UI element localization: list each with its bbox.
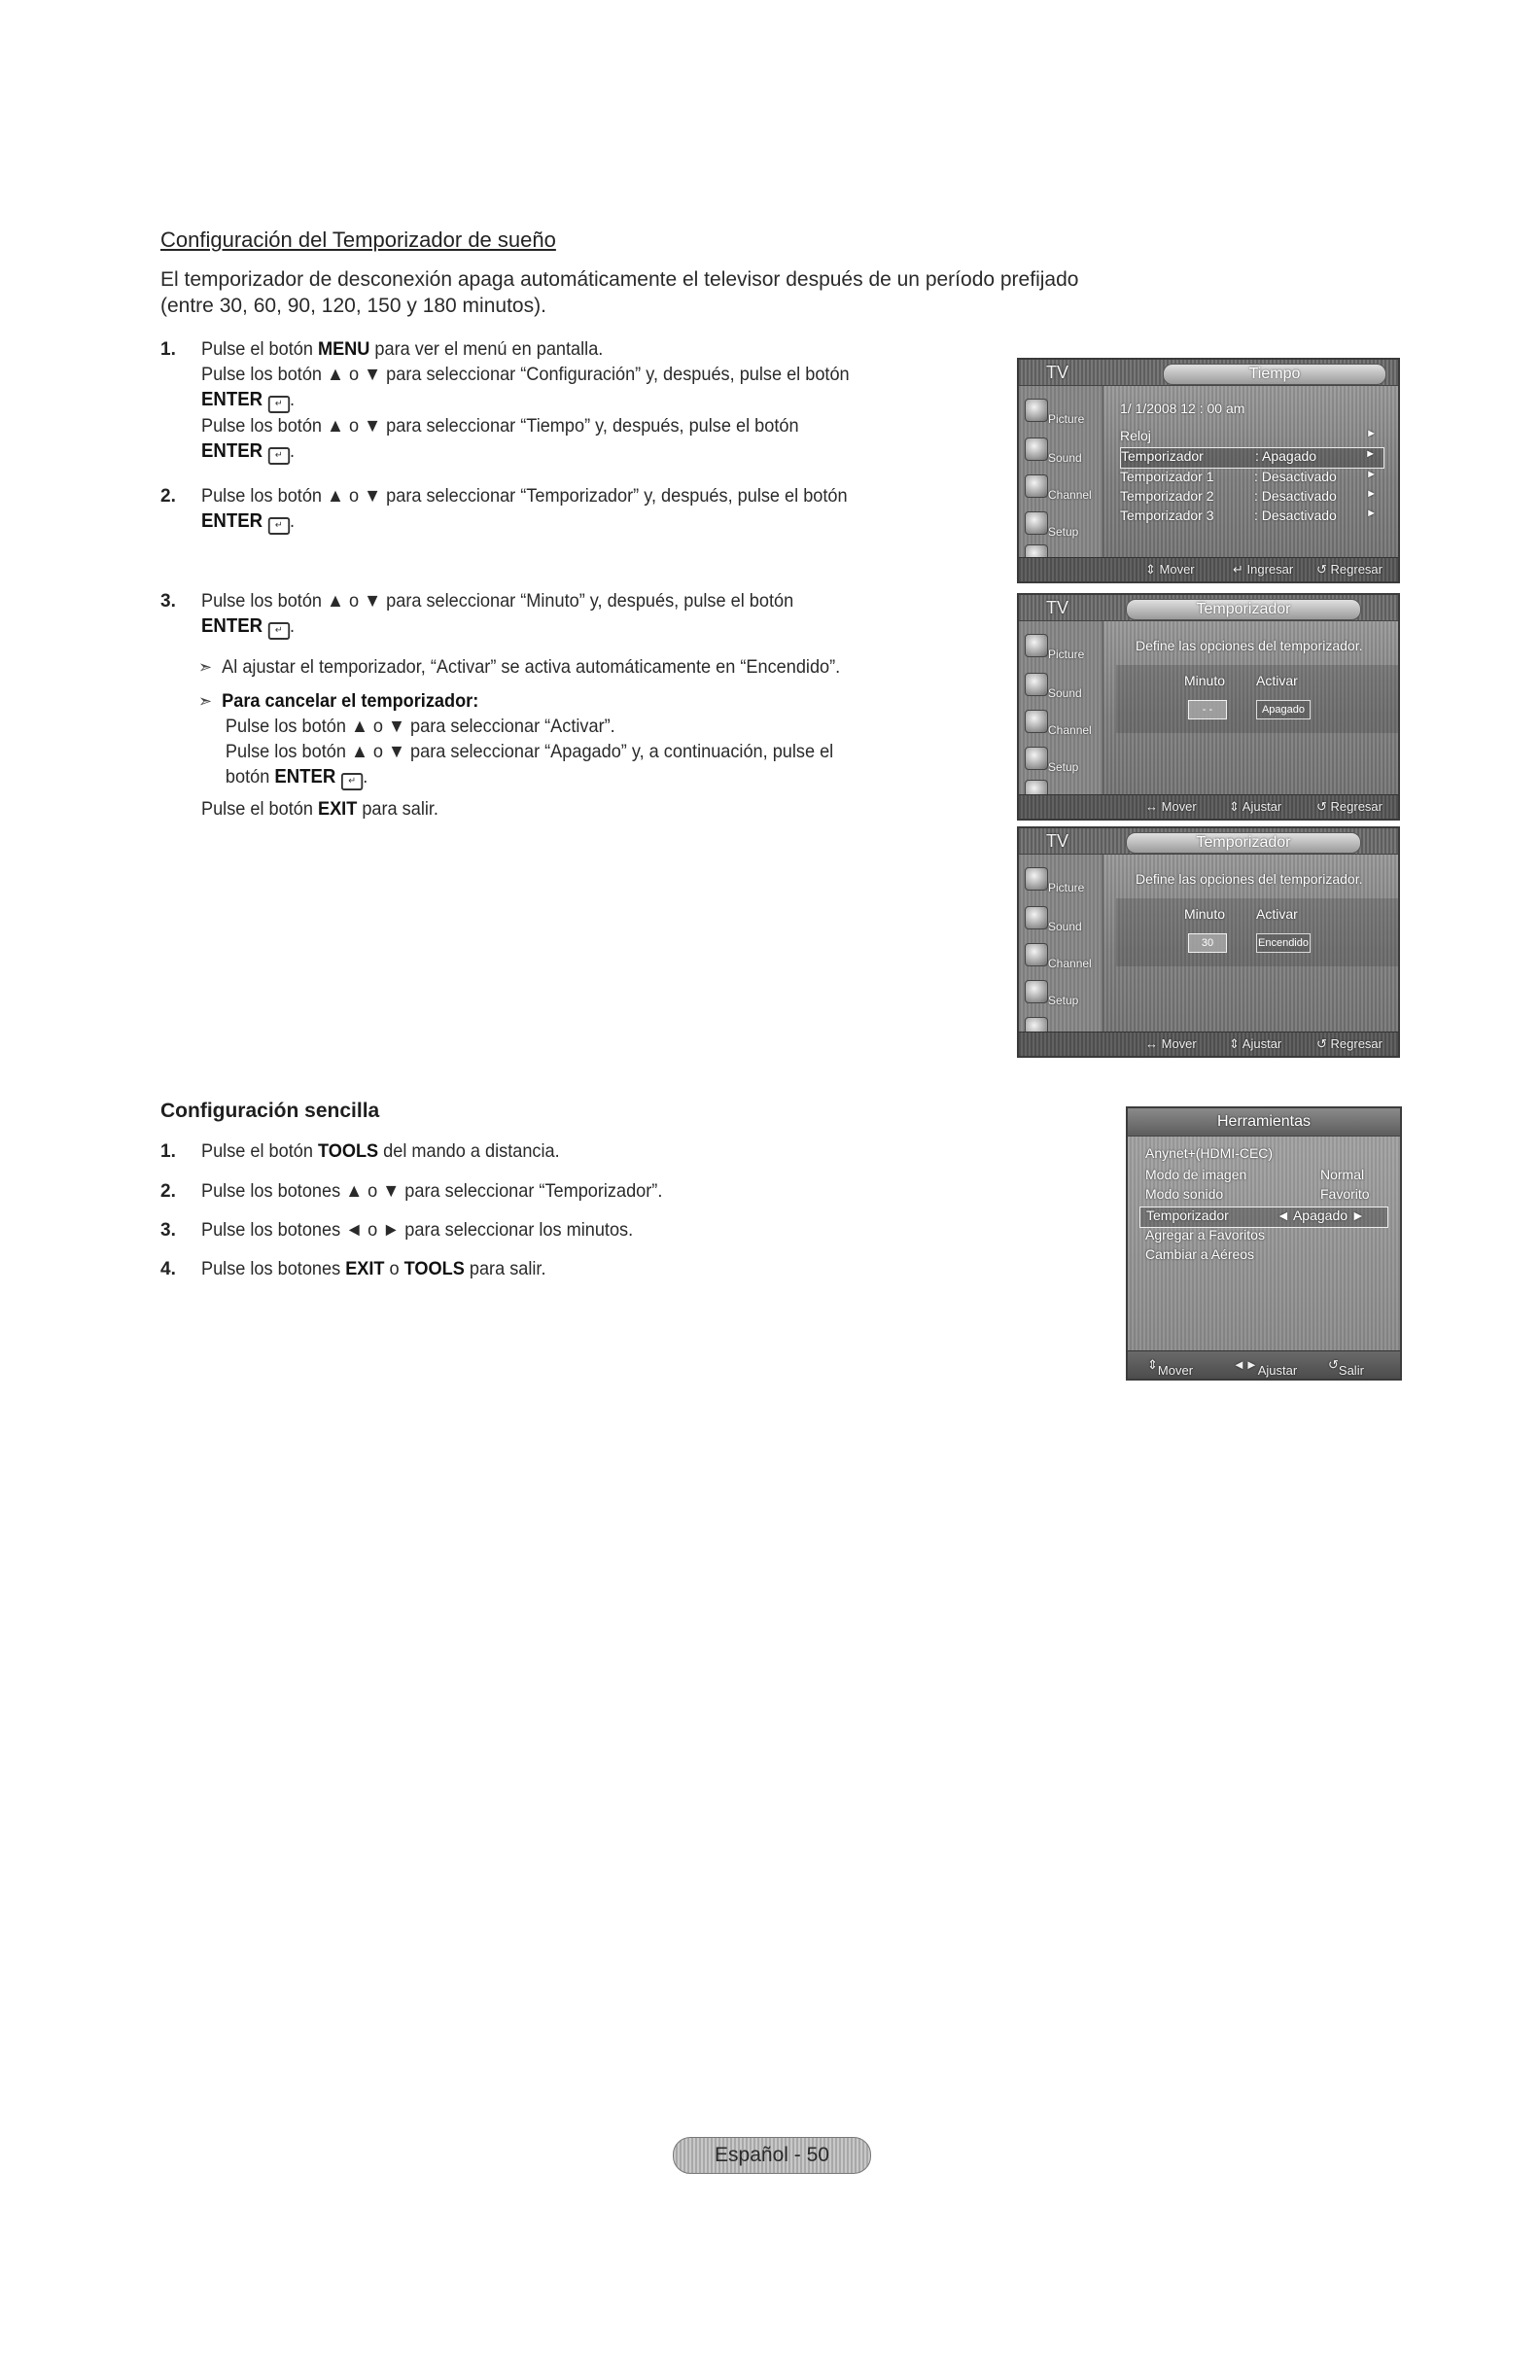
- move-hint-label: Mover: [1159, 562, 1195, 577]
- screen-title: Temporizador: [1126, 832, 1361, 854]
- move-hint: ↔ Mover: [1145, 799, 1197, 814]
- easy-4-mid: o: [384, 1258, 404, 1279]
- step-3-line-a: Pulse los botón ▲ o ▼ para seleccionar “Minuto” y, después, pulse el botón: [201, 590, 794, 612]
- note-1-text: Al ajustar el temporizador, “Activar” se activa automáticamente en “Encendido”.: [222, 656, 841, 678]
- menu-label-setup: Setup: [1048, 525, 1079, 539]
- return-hint-label: Regresar: [1330, 799, 1382, 814]
- minute-column-header: Minuto: [1184, 673, 1226, 688]
- note-2: [198, 688, 833, 790]
- note-2-title: Para cancelar el temporizador:: [222, 690, 479, 712]
- enter-icon: ↵: [268, 447, 290, 465]
- activate-value-box[interactable]: Encendido: [1256, 933, 1311, 953]
- step-1-a-post: para ver el menú en pantalla.: [369, 338, 604, 360]
- easy-1-pre: Pulse el botón: [201, 1140, 318, 1162]
- menu-row-reloj: [1120, 428, 1384, 447]
- tv-label: TV: [1046, 831, 1069, 851]
- enter-icon: ↵: [268, 622, 290, 640]
- adjust-hint-label: Ajustar: [1242, 1036, 1282, 1051]
- tools-item-label: Modo de imagen: [1145, 1167, 1247, 1182]
- menu-item-sound: [1023, 434, 1101, 472]
- exit-post: para salir.: [357, 798, 438, 820]
- tools-item-label: Modo sonido: [1145, 1186, 1224, 1202]
- menu-label-sound: Sound: [1048, 920, 1082, 933]
- tools-item-modo-sonido: [1145, 1186, 1388, 1206]
- exit-pre: Pulse el botón: [201, 798, 318, 820]
- minute-column-header: Minuto: [1184, 906, 1226, 922]
- enter-key: ENTER: [201, 440, 263, 462]
- move-hint: ↔ Mover: [1145, 1036, 1197, 1051]
- activate-value-box[interactable]: Apagado: [1256, 700, 1311, 719]
- enter-hint: ↵ Ingresar: [1233, 562, 1294, 577]
- screen-description: Define las opciones del temporizador.: [1136, 871, 1363, 887]
- screen-title: Tiempo: [1163, 364, 1386, 385]
- picture-icon: [1025, 634, 1048, 657]
- step-2-number: 2.: [160, 486, 176, 507]
- menu-item-picture: [1023, 863, 1101, 902]
- tv-screen-temporizador-off: [1017, 593, 1400, 821]
- row-value: : Apagado: [1255, 448, 1317, 464]
- easy-1-number: 1.: [160, 1141, 176, 1162]
- menu-item-picture: [1023, 395, 1101, 434]
- sound-icon: [1025, 438, 1048, 461]
- section-title: Configuración del Temporizador de sueño: [160, 228, 556, 252]
- step-1-line-b: Pulse los botón ▲ o ▼ para seleccionar “Configuración” y, después, pulse el botón: [201, 364, 850, 385]
- menu-label-channel: Channel: [1048, 488, 1092, 502]
- tools-item-value: Normal: [1320, 1167, 1365, 1182]
- menu-row-temporizador-2: [1120, 488, 1384, 508]
- tools-item-anynet: [1145, 1145, 1388, 1165]
- tv-label: TV: [1046, 598, 1069, 617]
- picture-icon: [1025, 399, 1048, 422]
- enter-key: ENTER: [201, 615, 263, 637]
- return-hint-label: Regresar: [1330, 562, 1382, 577]
- arrow-right-icon: ►: [1366, 488, 1377, 500]
- row-label: Reloj: [1120, 428, 1151, 443]
- exit-hint: ↺ Salir: [1328, 1357, 1364, 1378]
- clock-row: [1120, 401, 1384, 420]
- tv-side-menu: [1019, 595, 1103, 819]
- tools-item-agregar-favoritos: [1145, 1227, 1388, 1246]
- row-value: : Desactivado: [1254, 469, 1337, 484]
- picture-icon: [1025, 867, 1048, 891]
- easy-4-number: 4.: [160, 1259, 176, 1279]
- easy-4-text: [201, 1256, 545, 1281]
- tools-item-label: Anynet+(HDMI-CEC): [1145, 1145, 1274, 1161]
- adjust-hint: ⇕ Ajustar: [1229, 799, 1282, 814]
- menu-label-picture: Picture: [1048, 648, 1085, 661]
- row-value: : Desactivado: [1254, 508, 1337, 523]
- tv-screen-tiempo: [1017, 358, 1400, 583]
- arrow-right-icon: ►: [1366, 428, 1377, 439]
- note-arrow-icon: ➣: [198, 657, 213, 677]
- tv-bottom-bar: [1019, 1032, 1398, 1056]
- step-1-line-d: Pulse los botón ▲ o ▼ para seleccionar “Tiempo” y, después, pulse el botón: [201, 415, 799, 437]
- arrow-right-icon: ►: [1366, 469, 1377, 480]
- tools-item-label: Temporizador: [1146, 1208, 1229, 1223]
- step-1-number: 1.: [160, 339, 176, 360]
- step-1-line-a: [201, 336, 850, 362]
- exit-key: EXIT: [345, 1258, 385, 1279]
- easy-2-text: Pulse los botones ▲ o ▼ para seleccionar “Temporizador”.: [201, 1180, 663, 1202]
- menu-label-setup: Setup: [1048, 994, 1079, 1007]
- menu-item-channel: [1023, 939, 1101, 978]
- step-1-a-pre: Pulse el botón: [201, 338, 318, 360]
- menu-label-setup: Setup: [1048, 760, 1079, 774]
- enter-icon: ↵: [341, 773, 363, 790]
- easy-3-text: Pulse los botones ◄ o ► para seleccionar los minutos.: [201, 1219, 634, 1241]
- menu-row-temporizador-1: [1120, 469, 1384, 488]
- tv-screen-temporizador-on: [1017, 826, 1400, 1058]
- easy-4-post: para salir.: [464, 1258, 546, 1279]
- channel-icon: [1025, 710, 1048, 733]
- row-label: Temporizador 1: [1120, 469, 1214, 484]
- exit-hint-label: Salir: [1338, 1363, 1364, 1378]
- adjust-hint: ◄► Ajustar: [1233, 1357, 1298, 1378]
- easy-1-text: [201, 1138, 560, 1164]
- menu-item-sound: [1023, 902, 1101, 941]
- menu-item-channel: [1023, 471, 1101, 509]
- note-arrow-icon: ➣: [198, 691, 213, 711]
- arrow-right-icon: ►: [1366, 508, 1377, 519]
- exit-key: EXIT: [317, 798, 358, 820]
- menu-label-channel: Channel: [1048, 957, 1092, 970]
- adjust-hint-label: Ajustar: [1257, 1363, 1298, 1378]
- intro-line-2: (entre 30, 60, 90, 120, 150 y 180 minutos).: [160, 295, 546, 317]
- tools-item-label: Agregar a Favoritos: [1145, 1227, 1265, 1242]
- row-label: Temporizador 3: [1120, 508, 1214, 523]
- menu-row-temporizador: [1120, 447, 1384, 469]
- step-1-line-e: ENTER ↵ .: [201, 438, 850, 465]
- adjust-hint: ⇕ Ajustar: [1229, 1036, 1282, 1051]
- step-3-number: 3.: [160, 591, 176, 612]
- setup-icon: [1025, 980, 1048, 1003]
- tools-item-value: ◄ Apagado ►: [1277, 1208, 1365, 1223]
- activate-column-header: Activar: [1256, 906, 1298, 922]
- move-hint-label: Mover: [1161, 799, 1197, 814]
- tools-item-label: Cambiar a Aéreos: [1145, 1246, 1255, 1262]
- note-2-c-pre: botón: [225, 766, 275, 788]
- move-hint: ⇕ Mover: [1145, 562, 1195, 577]
- tv-bottom-bar: [1019, 794, 1398, 819]
- tools-panel-title: Herramientas: [1128, 1108, 1400, 1137]
- row-label: Temporizador 2: [1120, 488, 1214, 504]
- channel-icon: [1025, 943, 1048, 966]
- tools-item-temporizador[interactable]: [1139, 1207, 1388, 1228]
- sound-icon: [1025, 906, 1048, 929]
- screen-description: Define las opciones del temporizador.: [1136, 638, 1363, 653]
- menu-key: MENU: [317, 338, 370, 360]
- adjust-hint-label: Ajustar: [1242, 799, 1282, 814]
- intro-line-1: El temporizador de desconexión apaga automáticamente el televisor después de un período prefijado: [160, 268, 1079, 291]
- step-1-line-c: ENTER ↵ .: [201, 387, 850, 413]
- return-hint: ↺ Regresar: [1316, 1036, 1382, 1051]
- minute-value-box[interactable]: - -: [1188, 700, 1227, 719]
- tools-panel: [1126, 1106, 1402, 1381]
- enter-icon: ↵: [268, 517, 290, 535]
- enter-key: ENTER: [274, 766, 336, 788]
- easy-3-number: 3.: [160, 1220, 176, 1241]
- enter-key: ENTER: [201, 389, 263, 410]
- step-2-text: [201, 483, 848, 535]
- note-2-line-c: botón ENTER ↵ .: [198, 764, 833, 790]
- menu-item-setup: [1023, 976, 1101, 1015]
- tv-side-menu: [1019, 360, 1103, 581]
- screen-title: Temporizador: [1126, 599, 1361, 620]
- tv-side-menu: [1019, 828, 1103, 1056]
- step-3-line-b: ENTER ↵ .: [201, 613, 793, 640]
- enter-icon: ↵: [268, 396, 290, 413]
- step-1-text: [201, 336, 850, 465]
- move-hint-label: Mover: [1161, 1036, 1197, 1051]
- channel-icon: [1025, 474, 1048, 498]
- easy-4-pre: Pulse los botones: [201, 1258, 346, 1279]
- clock-text: 1/ 1/2008 12 : 00 am: [1120, 401, 1245, 416]
- activate-column-header: Activar: [1256, 673, 1298, 688]
- note-1: [198, 654, 840, 680]
- tools-panel-footer: [1128, 1350, 1400, 1379]
- page-number-label: Español - 50: [673, 2137, 871, 2174]
- exit-line: [201, 796, 438, 822]
- tools-item-cambiar-aereos: [1145, 1246, 1388, 1266]
- move-hint-label: Mover: [1157, 1363, 1194, 1378]
- menu-label-picture: Picture: [1048, 412, 1085, 426]
- setup-icon: [1025, 511, 1048, 535]
- intro-text: [160, 266, 1278, 319]
- menu-item-picture: [1023, 630, 1101, 669]
- easy-1-post: del mando a distancia.: [378, 1140, 560, 1162]
- step-3-text: [201, 588, 793, 640]
- menu-item-sound: [1023, 669, 1101, 708]
- menu-row-temporizador-3: [1120, 508, 1384, 527]
- tools-item-modo-imagen: [1145, 1167, 1388, 1186]
- tools-key: TOOLS: [317, 1140, 379, 1162]
- tools-item-value: Favorito: [1320, 1186, 1370, 1202]
- menu-label-sound: Sound: [1048, 686, 1082, 700]
- sound-icon: [1025, 673, 1048, 696]
- row-value: : Desactivado: [1254, 488, 1337, 504]
- return-hint: ↺ Regresar: [1316, 562, 1382, 577]
- enter-hint-label: Ingresar: [1246, 562, 1294, 577]
- note-2-line-a: Pulse los botón ▲ o ▼ para seleccionar “Activar”.: [225, 716, 615, 737]
- step-2-line-a: Pulse los botón ▲ o ▼ para seleccionar “Temporizador” y, después, pulse el botón: [201, 485, 848, 507]
- menu-label-channel: Channel: [1048, 723, 1092, 737]
- menu-item-channel: [1023, 706, 1101, 745]
- enter-key: ENTER: [201, 510, 263, 532]
- easy-2-number: 2.: [160, 1181, 176, 1202]
- move-hint: ⇕ Mover: [1147, 1357, 1194, 1378]
- tv-label: TV: [1046, 363, 1069, 382]
- menu-label-picture: Picture: [1048, 881, 1085, 894]
- arrow-right-icon: ►: [1365, 448, 1376, 460]
- easy-setup-title: Configuración sencilla: [160, 1100, 380, 1122]
- setup-icon: [1025, 747, 1048, 770]
- step-2-line-b: ENTER ↵ .: [201, 508, 848, 535]
- row-label: Temporizador: [1121, 448, 1204, 464]
- tv-bottom-bar: [1019, 557, 1398, 581]
- return-hint: ↺ Regresar: [1316, 799, 1382, 814]
- menu-label-sound: Sound: [1048, 451, 1082, 465]
- minute-value-box[interactable]: 30: [1188, 933, 1227, 953]
- tools-key: TOOLS: [403, 1258, 465, 1279]
- note-2-line-b: Pulse los botón ▲ o ▼ para seleccionar “Apagado” y, a continuación, pulse el: [225, 741, 834, 762]
- return-hint-label: Regresar: [1330, 1036, 1382, 1051]
